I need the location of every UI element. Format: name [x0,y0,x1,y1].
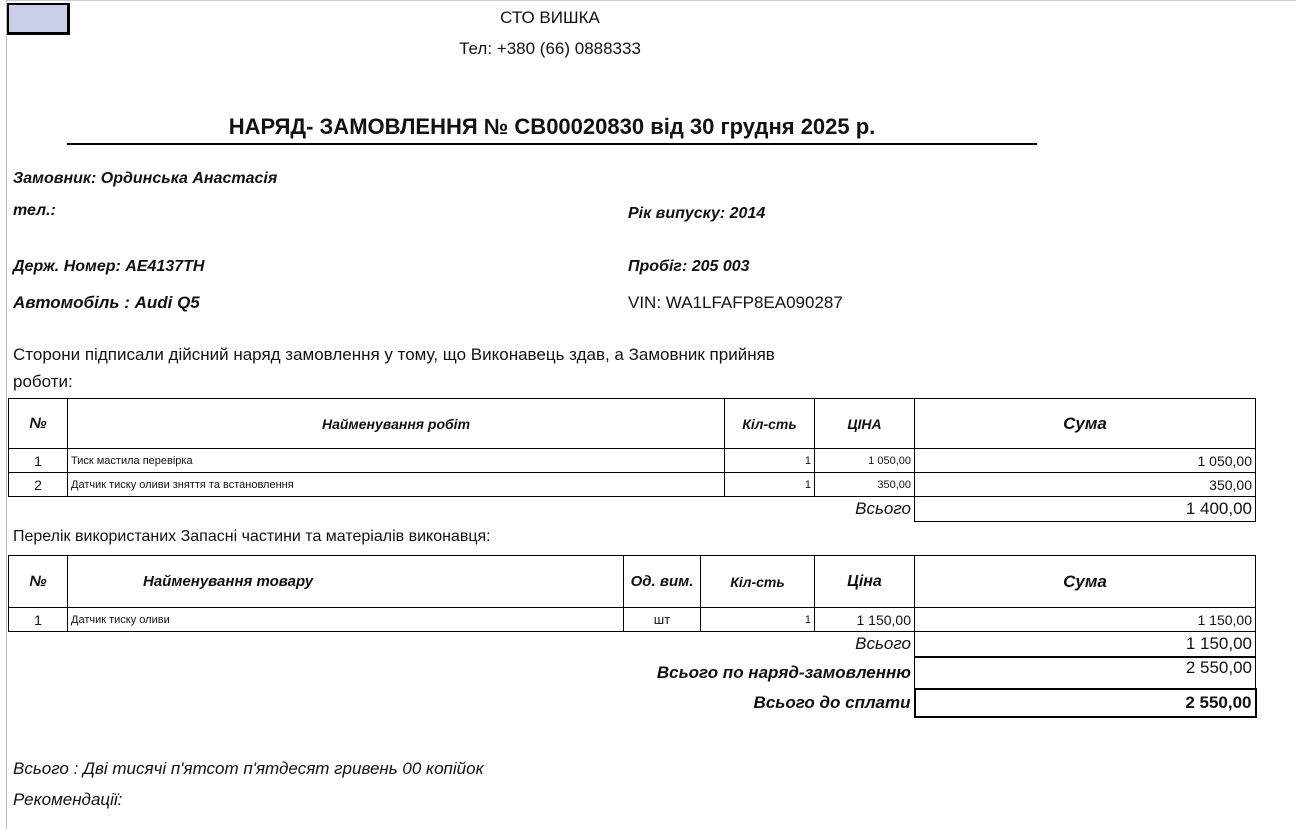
parts-table [8,555,1257,718]
row-num: 1 [9,608,68,632]
works-table [8,398,1256,522]
parts-caption: Перелік використаних Запасні частини та матеріалів виконавця: [13,528,491,545]
parts-col-price: Ціна [815,556,915,608]
row-sum: 350,00 [915,473,1256,497]
company-phone: Тел: +380 (66) 0888333 [459,39,641,58]
works-col-name: Найменування робіт [68,399,725,449]
row-sum: 1 050,00 [915,449,1256,473]
parts-header-row [9,556,1256,608]
works-total-value: 1 400,00 [915,497,1256,522]
row-name: Тиск мастила перевірка [68,449,725,473]
row-name: Датчик тиску оливи зняття та встановлення [68,473,725,497]
works-header-row [9,399,1256,449]
pay-total-row [9,689,1256,717]
corner-cell[interactable] [7,3,70,35]
page-left-border [6,0,7,829]
parts-col-num: № [9,556,68,608]
row-qty: 1 [725,473,815,497]
row-num: 2 [9,473,68,497]
page-top-border [6,0,1296,1]
parts-col-sum: Сума [915,556,1256,608]
works-col-sum: Сума [915,399,1256,449]
vin: VIN: WA1LFAFP8EA090287 [628,293,843,312]
row-qty: 1 [701,608,815,632]
statement-line-1: Сторони підписали дійсний наряд замовлення у тому, що Виконавець здав, а Замовник прийняв [13,345,775,364]
row-price: 1 050,00 [815,449,915,473]
works-col-price: ЦІНА [815,399,915,449]
parts-total-label: Всього [9,632,915,657]
table-row [9,473,1256,497]
row-num: 1 [9,449,68,473]
order-total-label: Всього по наряд-замовленню [656,662,911,682]
row-unit: шт [624,608,701,632]
row-qty: 1 [725,449,815,473]
parts-col-name: Найменування товару [68,556,624,608]
document-title: НАРЯД- ЗАМОВЛЕННЯ № СВ00020830 від 30 грудня 2025 р. [228,114,876,139]
works-total-row [9,497,1256,522]
works-total-label: Всього [9,497,915,522]
parts-total-value: 1 150,00 [915,632,1256,657]
parts-col-unit: Од. вим. [624,556,701,608]
parts-total-row [9,632,1256,657]
amount-in-words: Всього : Дві тисячі п'ятсот п'ятдесят гривень 00 копійок [13,759,484,778]
customer-phone: тел.: [13,202,56,219]
order-total-row [9,657,1256,689]
recommendations: Рекомендації: [13,790,123,809]
row-price: 1 150,00 [815,608,915,632]
mileage: Пробіг: 205 003 [628,258,750,275]
title-underline [67,143,1037,145]
order-total-value: 2 550,00 [915,657,1256,689]
parts-col-qty: Кіл-сть [701,556,815,608]
company-name: СТО ВИШКА [500,8,600,27]
pay-total-label: Всього до сплати [753,692,911,712]
customer: Замовник: Ординська Анастасія [13,170,278,187]
table-row [9,449,1256,473]
plate-number: Держ. Номер: АЕ4137ТН [13,258,205,275]
row-name: Датчик тиску оливи [68,608,624,632]
car-year: Рік випуску: 2014 [628,205,766,222]
works-col-qty: Кіл-сть [725,399,815,449]
row-price: 350,00 [815,473,915,497]
table-row [9,608,1256,632]
statement-line-2: роботи: [13,372,73,391]
car-model: Автомобіль : Audi Q5 [13,293,200,312]
works-col-num: № [9,399,68,449]
pay-total-value: 2 550,00 [915,689,1256,717]
row-sum: 1 150,00 [915,608,1256,632]
